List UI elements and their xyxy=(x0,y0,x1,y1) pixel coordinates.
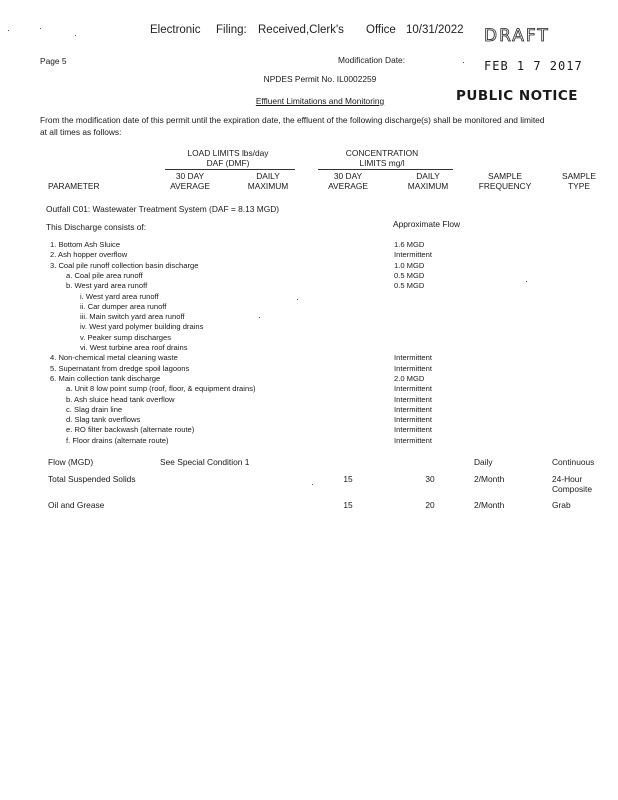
parameter-conc-max: 30 xyxy=(425,474,435,484)
parameter-frequency: 2/Month xyxy=(474,500,505,510)
parameter-conc-avg: 15 xyxy=(343,500,353,510)
discharge-flow: 1.0 MGD xyxy=(394,260,425,270)
col-conc-30day-1: 30 DAY xyxy=(333,171,363,181)
discharge-label: a. Unit 8 low point sump (roof, floor, & equipment drains) xyxy=(66,384,256,394)
discharge-label: d. Slag tank overflows xyxy=(66,415,141,425)
discharge-label: v. Peaker sump discharges xyxy=(80,332,172,342)
parameter-sample-type: Continuous xyxy=(552,457,595,467)
consists-of: This Discharge consists of: xyxy=(46,222,147,232)
discharge-flow: Intermittent xyxy=(394,394,432,404)
discharge-label: 2. Ash hopper overflow xyxy=(50,250,128,260)
modification-date-label: Modification Date: xyxy=(338,55,406,65)
stamp-date: FEB 1 7 2017 xyxy=(484,59,583,73)
discharge-flow: Intermittent xyxy=(394,250,432,260)
discharge-flow: Intermittent xyxy=(394,363,432,373)
filing-received: Received,Clerk's xyxy=(258,24,344,36)
col-load-30day-2: AVERAGE xyxy=(170,181,210,191)
parameter-sample-type: Composite xyxy=(552,484,593,494)
discharge-label: 1. Bottom Ash Sluice xyxy=(50,240,121,249)
load-limits-basis: DAF (DMF) xyxy=(206,158,250,168)
discharge-flow: 0.5 MGD xyxy=(394,270,425,280)
section-title: Effluent Limitations and Monitoring xyxy=(255,96,385,106)
col-sample-frequency-2: FREQUENCY xyxy=(478,181,532,191)
col-conc-30day-2: AVERAGE xyxy=(328,181,368,191)
filing-electronic: Electronic xyxy=(150,24,201,36)
filing-date: 10/31/2022 xyxy=(406,24,464,36)
discharge-flow: Intermittent xyxy=(394,384,432,394)
public-notice-stamp: PUBLIC NOTICE xyxy=(456,88,579,104)
discharge-label: 4. Non-chemical metal cleaning waste xyxy=(50,353,178,363)
col-load-daily-2: MAXIMUM xyxy=(247,181,289,191)
parameter-name: Oil and Grease xyxy=(48,500,105,510)
discharge-label: vi. West turbine area roof drains xyxy=(80,343,188,352)
discharge-label: f. Floor drains (alternate route) xyxy=(66,435,169,445)
col-load-30day-1: 30 DAY xyxy=(175,171,205,181)
intro-line-2: at all times as follows: xyxy=(40,127,122,137)
scan-speck xyxy=(40,28,41,29)
discharge-label: 3. Coal pile runoff collection basin discharge xyxy=(50,260,199,270)
parameter-frequency: 2/Month xyxy=(474,474,505,484)
col-conc-daily-2: MAXIMUM xyxy=(407,181,449,191)
discharge-label: 6. Main collection tank discharge xyxy=(50,373,161,383)
parameter-note: See Special Condition 1 xyxy=(160,457,250,467)
parameter-conc-avg: 15 xyxy=(343,474,353,484)
discharge-label: 5. Supernatant from dredge spoil lagoons xyxy=(50,363,190,373)
concentration-units: LIMITS mg/l xyxy=(359,158,405,168)
scan-speck xyxy=(259,317,260,318)
discharge-flow: Intermittent xyxy=(394,353,432,363)
intro-line-1: From the modification date of this permit until the expiration date, the effluent of the following discharge(s) shall be monitored and limited xyxy=(40,115,545,125)
discharge-flow: 1.6 MGD xyxy=(394,240,425,249)
parameter-name: Flow (MGD) xyxy=(48,457,94,467)
discharge-label: e. RO filter backwash (alternate route) xyxy=(66,425,195,435)
discharge-flow: 2.0 MGD xyxy=(394,373,425,383)
parameter-sample-type: 24-Hour xyxy=(552,474,583,484)
filing-label: Filing: xyxy=(216,24,247,36)
parameter-frequency: Daily xyxy=(474,457,493,467)
discharge-flow: Intermittent xyxy=(394,404,432,414)
col-sample-type-2: TYPE xyxy=(568,181,590,191)
discharge-flow: Intermittent xyxy=(394,425,432,435)
discharge-label: b. West yard area runoff xyxy=(66,281,148,291)
discharge-flow: 0.5 MGD xyxy=(394,281,425,291)
discharge-flow: Intermittent xyxy=(394,435,432,445)
draft-stamp: DRAFT xyxy=(484,26,550,46)
scan-speck xyxy=(8,30,9,31)
approx-flow-heading: Approximate Flow xyxy=(393,219,461,229)
permit-number: NPDES Permit No. IL0002259 xyxy=(263,74,377,84)
load-limits-rule xyxy=(165,169,295,170)
discharge-label: i. West yard area runoff xyxy=(80,291,159,301)
concentration-rule xyxy=(318,169,453,170)
col-sample-type-1: SAMPLE xyxy=(562,171,596,181)
load-limits-heading: LOAD LIMITS lbs/day xyxy=(187,148,269,158)
discharge-label: b. Ash sluice head tank overflow xyxy=(66,394,175,404)
discharge-flow: Intermittent xyxy=(394,415,432,425)
page-number: Page 5 xyxy=(40,56,67,66)
discharge-label: iv. West yard polymer building drains xyxy=(80,322,204,332)
scan-speck xyxy=(312,484,313,485)
discharge-label: ii. Car dumper area runoff xyxy=(80,301,167,311)
parameter-name: Total Suspended Solids xyxy=(48,474,136,484)
discharge-label: c. Slag drain line xyxy=(66,404,123,414)
outfall-title: Outfall C01: Wastewater Treatment System (DAF = 8.13 MGD) xyxy=(46,204,280,214)
discharge-label: a. Coal pile area runoff xyxy=(66,270,143,280)
col-sample-frequency-1: SAMPLE xyxy=(488,171,522,181)
concentration-heading: CONCENTRATION xyxy=(345,148,419,158)
col-load-daily-1: DAILY xyxy=(256,171,280,181)
discharge-label: iii. Main switch yard area runoff xyxy=(80,312,185,322)
col-conc-daily-1: DAILY xyxy=(416,171,440,181)
scan-speck xyxy=(526,281,527,282)
scan-speck xyxy=(463,62,464,63)
col-parameter: PARAMETER xyxy=(48,181,100,191)
parameter-conc-max: 20 xyxy=(425,500,435,510)
scan-speck xyxy=(297,299,298,300)
parameter-sample-type: Grab xyxy=(552,500,571,510)
filing-office: Office xyxy=(366,24,396,36)
scan-speck xyxy=(75,35,76,36)
